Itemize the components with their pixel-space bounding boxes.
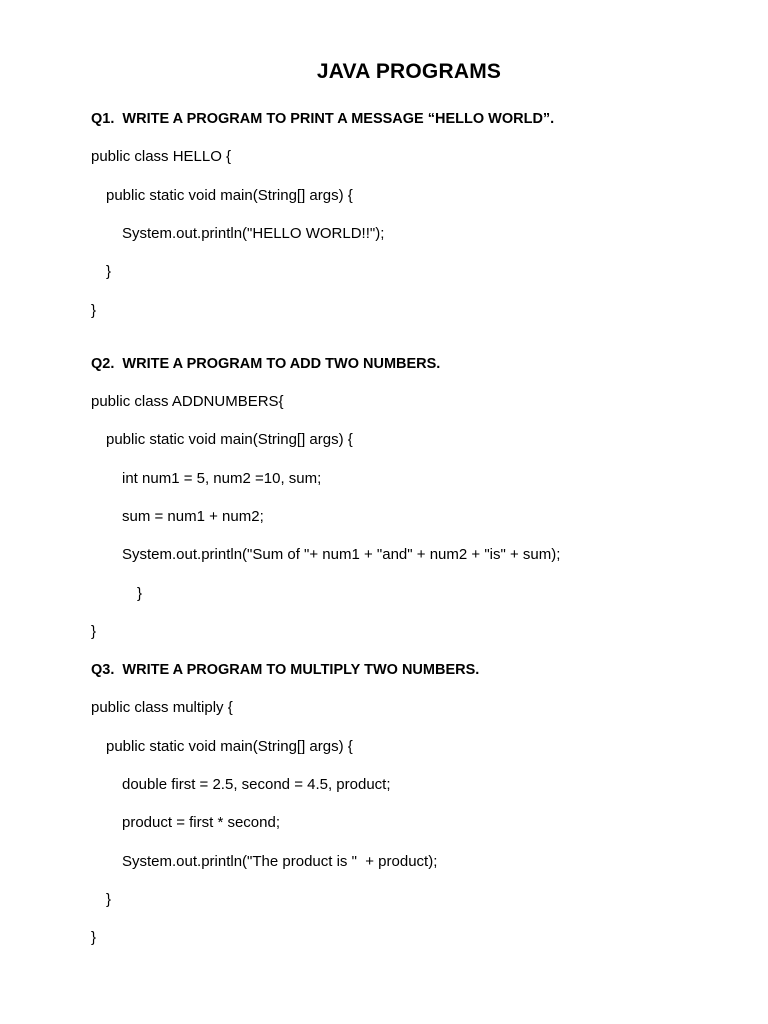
code-line: }	[91, 302, 97, 319]
code-line: product = first * second;	[122, 814, 280, 831]
code-line: int num1 = 5, num2 =10, sum;	[122, 470, 322, 487]
code-line: sum = num1 + num2;	[122, 508, 264, 525]
code-line: }	[106, 263, 112, 280]
code-line: }	[91, 929, 97, 946]
code-line: public class multiply {	[91, 699, 233, 716]
code-line: public static void main(String[] args) {	[106, 431, 353, 448]
question-3-heading: Q3. WRITE A PROGRAM TO MULTIPLY TWO NUMBERS.	[91, 662, 480, 678]
question-1-heading: Q1. WRITE A PROGRAM TO PRINT A MESSAGE “HELLO WORLD”.	[91, 111, 555, 127]
code-line: System.out.println("The product is " + product);	[122, 853, 438, 870]
question-2-heading: Q2. WRITE A PROGRAM TO ADD TWO NUMBERS.	[91, 356, 441, 372]
code-line: }	[106, 891, 112, 908]
code-line: System.out.println("HELLO WORLD!!");	[122, 225, 385, 242]
code-line: public class HELLO {	[91, 148, 232, 165]
code-line: }	[137, 585, 143, 602]
code-line: public class ADDNUMBERS{	[91, 393, 284, 410]
code-line: double first = 2.5, second = 4.5, product;	[122, 776, 391, 793]
document-title: JAVA PROGRAMS	[316, 60, 502, 83]
code-line: public static void main(String[] args) {	[106, 738, 353, 755]
code-line: }	[91, 623, 97, 640]
code-line: public static void main(String[] args) {	[106, 187, 353, 204]
code-line: System.out.println("Sum of "+ num1 + "and" + num2 + "is" + sum);	[122, 546, 561, 563]
